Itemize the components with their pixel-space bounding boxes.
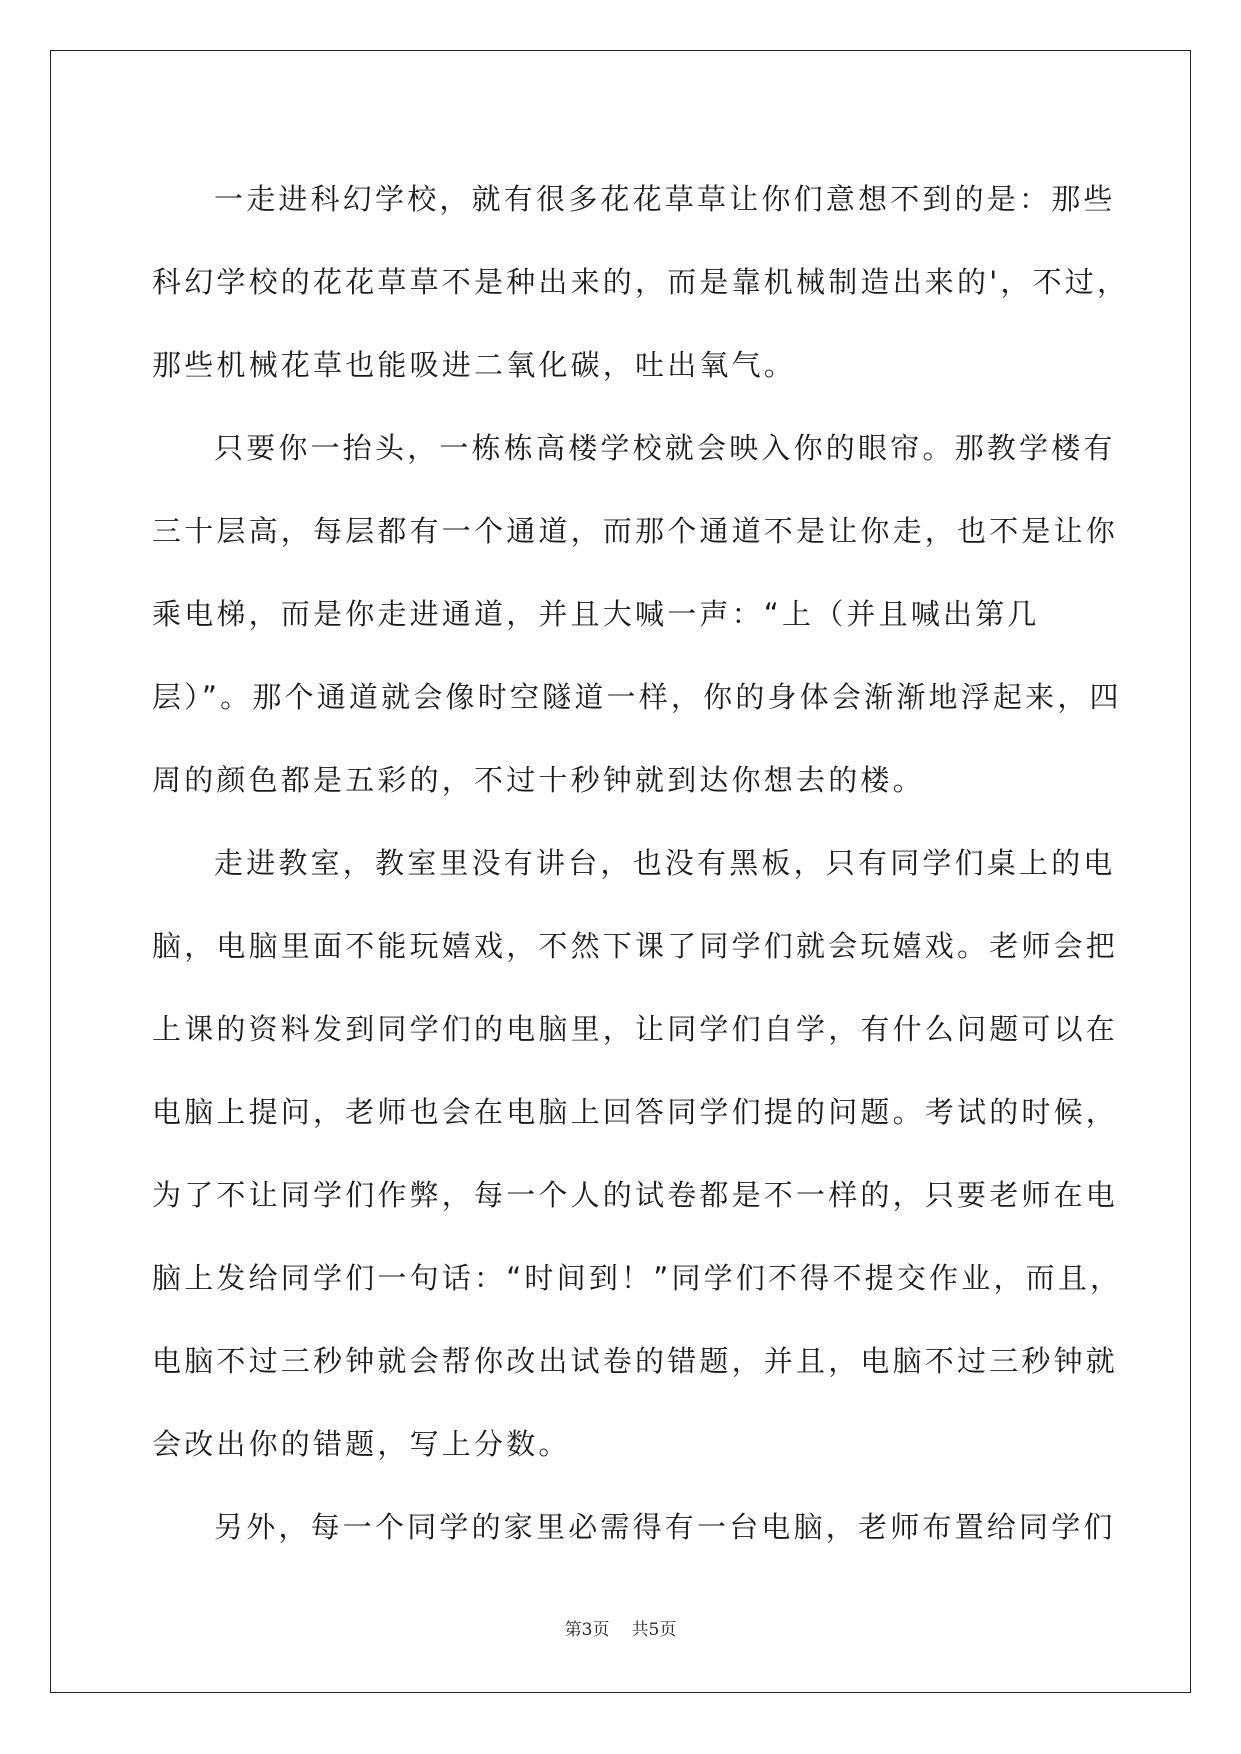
text-line: 乘电梯，而是你走进通道，并且大喊一声：“上（并且喊出第几 — [152, 597, 1040, 631]
text-line: 科幻学校的花花草草不是种出来的，而是靠机械制造出来的'，不过， — [152, 265, 1130, 299]
text-line: 三十层高，每层都有一个通道，而那个通道不是让你走，也不是让你 — [152, 514, 1119, 548]
text-line: 层）”。那个通道就会像时空隧道一样，你的身体会渐渐地浮起来，四 — [152, 680, 1122, 714]
text-line: 脑，电脑里面不能玩嬉戏，不然下课了同学们就会玩嬉戏。老师会把 — [152, 929, 1119, 963]
page-number: 第3页 — [564, 1620, 610, 1640]
text-line: 电脑上提问，老师也会在电脑上回答同学们提的问题。考试的时候， — [152, 1095, 1119, 1129]
text-line: 那些机械花草也能吸进二氧化碳，吐出氧气。 — [152, 348, 797, 382]
page-total: 共5页 — [631, 1620, 677, 1640]
text-line: 一走进科幻学校，就有很多花花草草让你们意想不到的是：那些 — [214, 182, 1116, 216]
text-line: 周的颜色都是五彩的，不过十秒钟就到达你想去的楼。 — [152, 763, 925, 797]
text-line: 上课的资料发到同学们的电脑里，让同学们自学，有什么问题可以在 — [152, 1012, 1119, 1046]
text-line: 为了不让同学们作弊，每一个人的试卷都是不一样的，只要老师在电 — [152, 1178, 1119, 1212]
text-line: 只要你一抬头，一栋栋高楼学校就会映入你的眼帘。那教学楼有 — [214, 431, 1116, 465]
text-line: 会改出你的错题，写上分数。 — [152, 1427, 571, 1461]
text-line: 走进教室，教室里没有讲台，也没有黑板，只有同学们桌上的电 — [214, 846, 1116, 880]
page-footer — [0, 1615, 1241, 1640]
document-body — [152, 158, 1130, 1569]
text-line: 脑上发给同学们一句话：“时间到！”同学们不得不提交作业，而且， — [152, 1261, 1123, 1295]
text-line: 另外，每一个同学的家里必需得有一台电脑，老师布置给同学们 — [214, 1510, 1116, 1544]
text-line: 电脑不过三秒钟就会帮你改出试卷的错题，并且，电脑不过三秒钟就 — [152, 1344, 1119, 1378]
